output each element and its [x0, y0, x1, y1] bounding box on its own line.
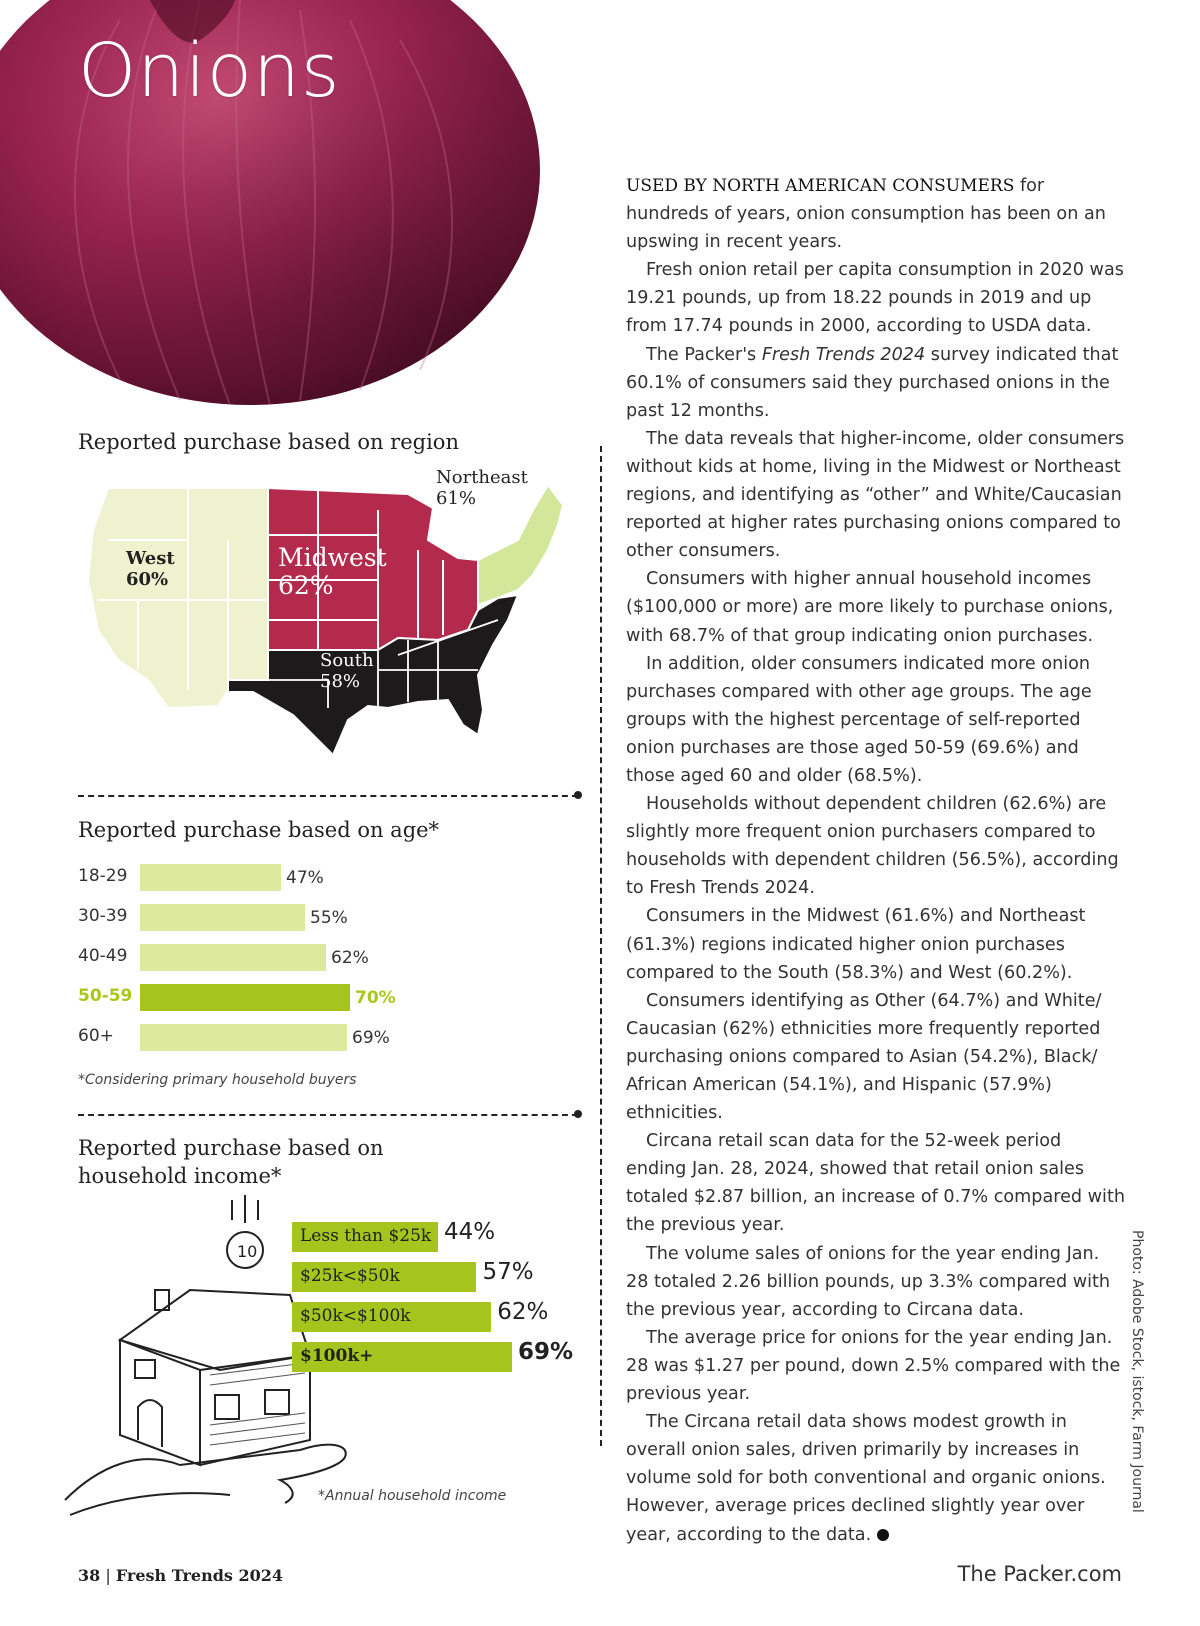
divider-dot [574, 1110, 582, 1118]
income-bar [292, 1299, 549, 1332]
site-name: The Packer.com [957, 1562, 1122, 1586]
age-bar [140, 1024, 347, 1051]
age-row-highlight [78, 984, 438, 1012]
article-paragraph: The data reveals that higher-income, older consumers without kids at home, living in the Midwest or Northeast regions, and identifying as “other” and White/Caucasian reported at higher rates purchasing onions compared to other consumers. [626, 428, 1125, 562]
income-bar [292, 1219, 496, 1252]
income-value-label: 69% [518, 1339, 574, 1365]
age-category-label: 30-39 [78, 906, 128, 926]
article-lead: USED BY NORTH AMERICAN CONSUMERS [626, 176, 1015, 196]
income-value-label: 62% [497, 1299, 549, 1325]
section-divider [78, 1114, 578, 1116]
age-value-label: 62% [331, 948, 369, 968]
article-paragraph: The Circana retail data shows modest growth in overall onion sales, driven primarily by increases in volume sold for both conventional and organic onions. However, average prices declined slightly year over year, according to the data. FT [626, 1412, 1106, 1545]
column-divider [600, 446, 602, 1446]
article-paragraph: Consumers identifying as Other (64.7%) and White/ Caucasian (62%) ethnicities more frequently reported purchasing onions compared to Asian (54.2%), Black/ African American (54.1%), and Hispanic (57.9%) ethnicities. [626, 990, 1102, 1124]
income-category-label: $50k<$100k [300, 1306, 411, 1326]
midwest-label: Midwest 62% [278, 543, 387, 600]
west-label: West 60% [126, 548, 175, 590]
article-body [626, 172, 1126, 1549]
us-map-svg [78, 480, 578, 780]
end-mark-icon: FT [877, 1529, 889, 1541]
income-title-line2: household income* [78, 1164, 282, 1188]
divider-dot [574, 791, 582, 799]
article-paragraph: Households without dependent children (62.6%) are slightly more frequent onion purchasers compared to households with dependent children (56.5%), according to Fresh Trends 2024. [626, 794, 1119, 899]
age-bar [140, 944, 326, 971]
article-paragraph: The average price for onions for the year ending Jan. 28 was $1.27 per pound, down 2.5% compared with the previous year. [626, 1327, 1121, 1405]
article-paragraph: Consumers in the Midwest (61.6%) and Northeast (61.3%) regions indicated higher onion purchases compared to the South (58.3%) and West (60.2%). [626, 906, 1086, 983]
age-row [78, 944, 438, 972]
us-region-map [78, 467, 578, 780]
age-row [78, 904, 438, 932]
age-value-label: 70% [355, 988, 396, 1008]
income-category-label: Less than $25k [300, 1226, 432, 1246]
article-paragraph: Circana retail scan data for the 52-week period ending Jan. 28, 2024, showed that retail onion sales totaled $2.87 billion, an increase of 0.7% compared with the previous year. [626, 1131, 1125, 1236]
age-category-label: 60+ [78, 1026, 114, 1046]
income-value-label: 44% [444, 1219, 496, 1245]
income-chart-title [78, 1134, 384, 1190]
article-paragraph: Consumers with higher annual household incomes ($100,000 or more) are more likely to purchase onions, with 68.7% of that group indicating onion purchases. [626, 569, 1114, 646]
article-paragraph: Fresh onion retail per capita consumption in 2020 was 19.21 pounds, up from 18.22 pounds in 2019 and up from 17.74 pounds in 2000, according to USDA data. [626, 260, 1124, 337]
age-row [78, 1024, 438, 1052]
income-category-label: $100k+ [300, 1346, 374, 1366]
age-bar [140, 984, 350, 1011]
publication-name: Fresh Trends 2024 [115, 1566, 284, 1585]
age-chart-title: Reported purchase based on age* [78, 818, 440, 842]
region-west-shape [88, 488, 268, 708]
age-value-label: 69% [352, 1028, 390, 1048]
income-bar [292, 1339, 574, 1372]
age-value-label: 55% [310, 908, 348, 928]
svg-text:10: 10 [237, 1242, 258, 1261]
page-title: Onions [78, 28, 341, 114]
age-bar [140, 904, 305, 931]
income-value-label: 57% [482, 1259, 534, 1285]
footer-separator: | [105, 1566, 111, 1585]
footer-folio [78, 1566, 283, 1585]
income-category-label: $25k<$50k [300, 1266, 400, 1286]
age-category-label: 40-49 [78, 946, 128, 966]
age-category-label: 18-29 [78, 866, 128, 886]
section-divider [78, 795, 578, 797]
article-paragraph: USED BY NORTH AMERICAN CONSUMERS for hundreds of years, onion consumption has been on an upswing in recent years. [626, 176, 1106, 253]
article-paragraph: The Packer's Fresh Trends 2024 survey indicated that 60.1% of consumers said they purchased onions in the past 12 months. [626, 344, 1119, 421]
page-number: 38 [78, 1566, 101, 1585]
age-value-label: 47% [286, 868, 324, 888]
south-label: South 58% [320, 650, 374, 692]
article-paragraph: In addition, older consumers indicated more onion purchases compared with other age groups. The age groups with the highest percentage of self-reported onion purchases are those aged 50-59 (69.6%) and those aged 60 and older (68.5%). [626, 653, 1092, 786]
age-category-label: 50-59 [78, 986, 133, 1006]
photo-credit: Photo: Adobe Stock, istock, Farm Journal [1129, 1230, 1145, 1513]
income-title-line1: Reported purchase based on [78, 1136, 384, 1160]
region-chart-title: Reported purchase based on region [78, 430, 459, 454]
income-footnote: *Annual household income [318, 1488, 507, 1504]
age-bar [140, 864, 281, 891]
northeast-label: Northeast 61% [436, 467, 528, 509]
age-row [78, 864, 438, 892]
article-paragraph: The volume sales of onions for the year ending Jan. 28 totaled 2.26 billion pounds, up 3.3% compared with the previous year, according to Circana data. [626, 1243, 1111, 1320]
age-footnote: *Considering primary household buyers [78, 1072, 357, 1088]
income-bar [292, 1259, 534, 1292]
